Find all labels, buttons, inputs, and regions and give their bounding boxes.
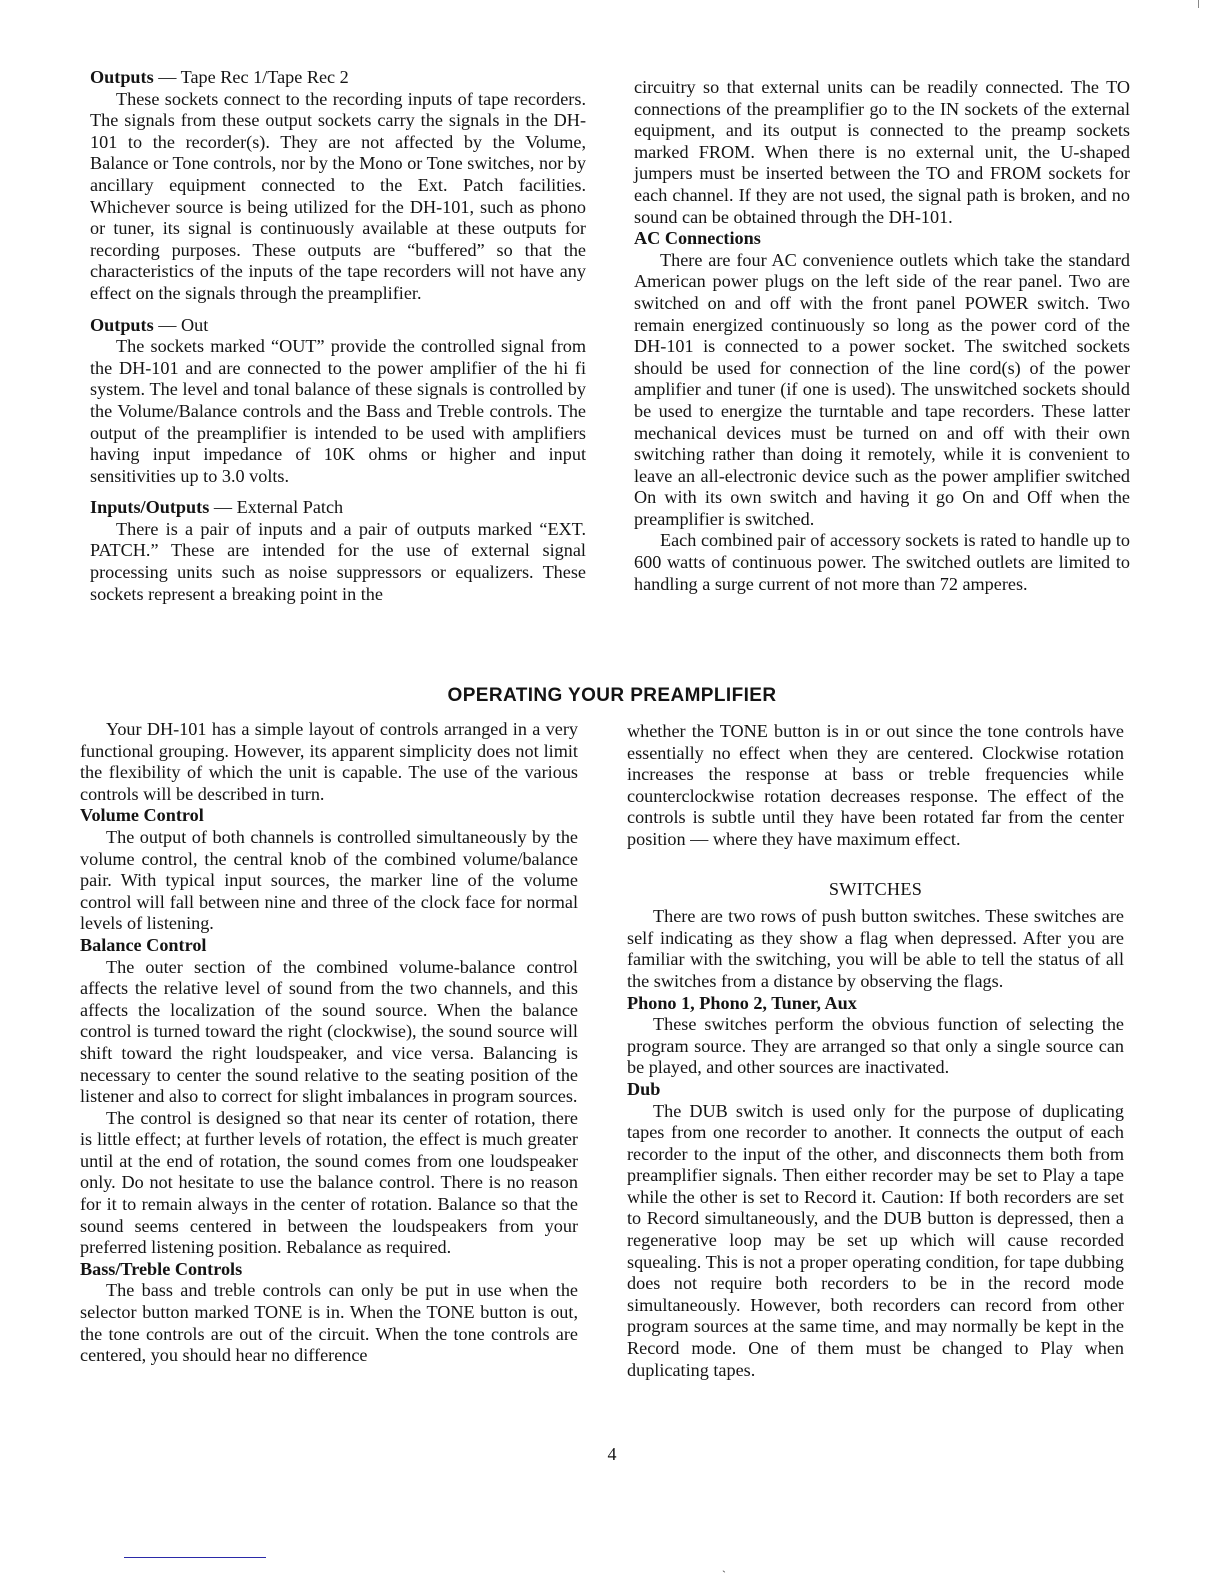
outputs-tape-rec-paragraph: These sockets connect to the recording inputs of tape recorders. The signals from these output sockets carry the signals in the DH-101 to the recorder(s). They are not affected by the Volume, Balance or Tone controls, nor by the Mono or Tone switches, nor by ancillary equipment connected to the Ext. Patch facilities. Whichever source is being utilized for the DH-101, such as phono or tuner, its signal is continuously available at these outputs for recording purposes. These outputs are “buffered” so that the characteristics of the inputs of the tape recorders will not have any effect on the signals through the preamplifier.	[90, 88, 586, 303]
ext-patch-continued-paragraph: circuitry so that external units can be readily connected. The TO connections of the preamplifier go to the IN sockets of the external equipment, and its output is connected to the preamp sockets marked FROM. When there is no external unit, the U-shaped jumpers must be inserted between the TO and FROM sockets for each channel. If they are not used, the signal path is broken, and no sound can be obtained through the DH-101.	[634, 77, 1130, 227]
top-right-column	[634, 77, 1130, 595]
outputs-out-heading: Outputs — Out	[90, 314, 209, 335]
external-patch-heading: Inputs/Outputs — External Patch	[90, 497, 344, 518]
source-switches-paragraph: These switches perform the obvious function of selecting the program source. They are arranged so that only a single source can be played, and other sources are inactivated.	[627, 1014, 1124, 1078]
footer-mark: `	[722, 1568, 726, 1582]
bottom-left-column	[80, 719, 578, 1367]
switches-paragraph: There are two rows of push button switches. These switches are self indicating as they show a flag when depressed. After you are familiar with the switching, you will be able to tell the status of all the switches from a distance by observing the flags.	[627, 906, 1124, 991]
section-heading: OPERATING YOUR PREAMPLIFIER	[447, 685, 777, 706]
top-left-column	[90, 67, 586, 605]
page-number: 4	[607, 1444, 617, 1464]
accessory-rating-paragraph: Each combined pair of accessory sockets is rated to handle up to 600 watts of continuous power. The switched outlets are limited to handling a surge current of not more than 72 amperes.	[634, 530, 1130, 594]
balance-control-heading: Balance Control	[80, 934, 207, 955]
dub-heading: Dub	[627, 1078, 661, 1099]
external-patch-paragraph: There is a pair of inputs and a pair of outputs marked “EXT. PATCH.” These are intended for the use of external signal processing units such as noise suppressors or equalizers. These sockets represent a breaking point in the	[90, 518, 586, 604]
bass-treble-heading: Bass/Treble Controls	[80, 1258, 243, 1279]
volume-control-paragraph: The output of both channels is controlled simultaneously by the volume control, the central knob of the combined volume/balance pair. With typical input sources, the marker line of the volume control will fall between nine and three of the clock face for normal levels of listening.	[80, 826, 578, 934]
source-switches-heading: Phono 1, Phono 2, Tuner, Aux	[627, 992, 857, 1013]
bass-treble-paragraph: The bass and treble controls can only be put in use when the selector button marked TONE is in. When the TONE button is out, the tone controls are out of the circuit. When the tone controls are centered, you should hear no difference	[80, 1280, 578, 1366]
tone-continued-paragraph: whether the TONE button is in or out since the tone controls have essentially no effect when they are centered. Clockwise rotation increases the response at bass or treble frequencies while counterclockwise rotation decreases response. The effect of the controls is subtle until they have been rotated far from the center position — where they have maximum effect.	[627, 721, 1124, 849]
switches-heading: SWITCHES	[828, 878, 923, 899]
outputs-out-paragraph: The sockets marked “OUT” provide the controlled signal from the DH-101 and are connected to the power amplifier of the hi fi system. The level and tonal balance of these signals is controlled by the Volume/Balance controls and the Bass and Treble controls. The output of the preamplifier is intended to be used with amplifiers having input impedance of 10K ohms or higher and input sensitivities up to 3.0 volts.	[90, 336, 586, 486]
intro-paragraph: Your DH-101 has a simple layout of controls arranged in a very functional grouping. However, its apparent simplicity does not limit the flexibility of which the unit is capable. The use of the various controls will be described in turn.	[80, 719, 578, 804]
ac-connections-heading: AC Connections	[634, 228, 761, 249]
bottom-right-column	[627, 721, 1124, 1381]
balance-control-paragraph: The outer section of the combined volume-balance control affects the relative level of sound from the two channels, and this affects the localization of the sound source. When the balance control is turned toward the right (clockwise), the sound source will shift toward the right loudspeaker, and vice versa. Balancing is necessary to center the sound relative to the seating position of the listener and also to correct for slight imbalances in program sources.	[80, 956, 578, 1107]
balance-rotation-paragraph: The control is designed so that near its center of rotation, there is little effect; at further levels of rotation, the effect is much greater until at the end of rotation, the sound comes from one loudspeaker only. Do not hesitate to use the balance control. There is no reason for it to remain always in the center of rotation. Balance so that the sound seems centered in between the loudspeakers from your preferred listening position. Rebalance as required.	[80, 1107, 578, 1258]
outputs-tape-rec-heading: Outputs — Tape Rec 1/Tape Rec 2	[90, 67, 349, 87]
scan-edge-mark	[1198, 0, 1199, 8]
footer-rule	[124, 1557, 266, 1558]
ac-connections-paragraph: There are four AC convenience outlets which take the standard American power plugs on the left side of the rear panel. Two are switched on and off with the front panel POWER switch. Two remain energized continuously so long as the power cord of the DH-101 is connected to a power socket. The switched sockets should be used for connection of the line cord(s) of the power amplifier and tuner (if one is used). The unswitched sockets should be used to energize the turntable and tape recorders. These latter mechanical devices must be turned on and off with their own switching rather than doing it remotely, while it is convenient to leave an all-electronic device such as the power amplifier switched On with its own switch and having it go On and Off when the preamplifier is switched.	[634, 249, 1130, 529]
dub-paragraph: The DUB switch is used only for the purpose of duplicating tapes from one recorder to another. It connects the output of each recorder to the input of the other, and disconnects them both from preamplifier signals. Then either recorder may be set to Play a tape while the other is set to Record it. Caution: If both recorders are set to Record simultaneously, and the DUB button is depressed, then a regenerative loop may be set up which will cause recorded squealing. This is not a proper operating condition, for tape dubbing does not require both recorders to be in the record mode simultaneously. However, both recorders can record from other program sources at the same time, and may normally be kept in the Record mode. One of them must be changed to Play when duplicating tapes.	[627, 1100, 1124, 1380]
volume-control-heading: Volume Control	[80, 805, 204, 826]
